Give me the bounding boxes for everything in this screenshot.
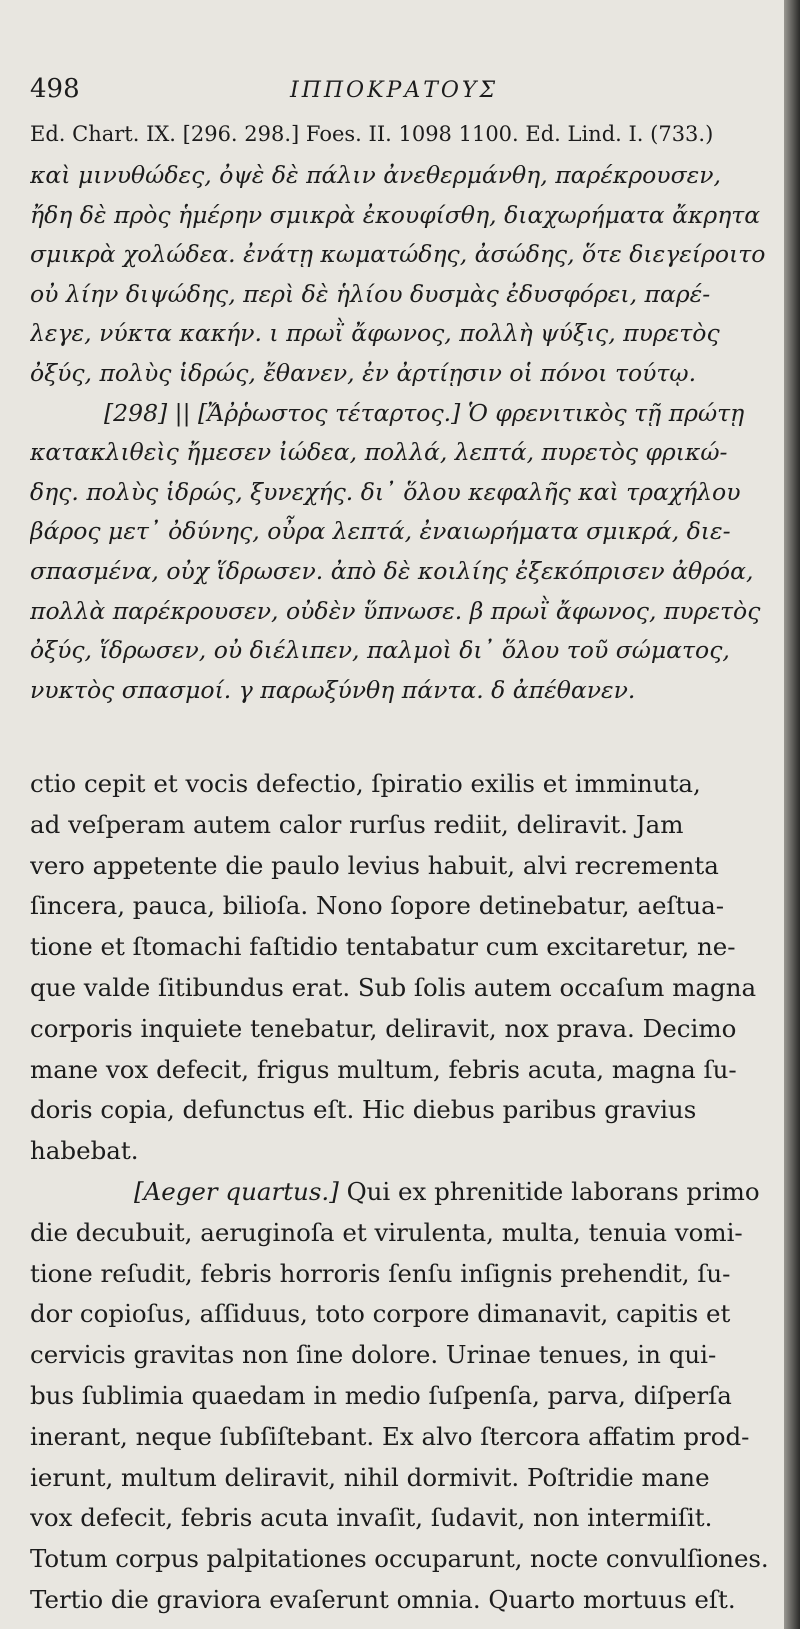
latin-line: inerant, neque ſubſiſtebant. Ex alvo ſtercora affatim prod- bbox=[30, 1421, 750, 1451]
greek-line: καὶ μινυθώδες, ὀψὲ δὲ πάλιν ἀνεθερμάνθη, παρέκρουσεν, bbox=[30, 161, 722, 189]
latin-line: Totum corpus palpitationes occuparunt, nocte convulſiones. bbox=[30, 1544, 769, 1574]
latin-line: habebat. bbox=[30, 1136, 139, 1166]
book-spine-shadow bbox=[784, 0, 800, 1629]
greek-line: σμικρὰ χολώδεα. ἐνάτῃ κωματώδης, ἀσώδης, ὅτε διεγείροιτο bbox=[30, 240, 765, 269]
page-number: 498 bbox=[30, 74, 80, 104]
aeger-quartus-label: [Aeger quartus.] bbox=[134, 1176, 339, 1206]
running-head: ΙΠΠΟΚΡΑΤΟΥΣ bbox=[290, 78, 499, 103]
latin-text-block bbox=[30, 764, 770, 1621]
latin-line: ctio cepit et vocis defectio, ſpiratio exilis et imminuta, bbox=[30, 769, 701, 798]
latin-line: doris copia, defunctus eſt. Hic diebus paribus gravius bbox=[30, 1095, 697, 1125]
latin-line: corporis inquiete tenebatur, deliravit, nox prava. Decimo bbox=[30, 1013, 737, 1043]
latin-line: dor copioſus, aſſiduus, toto corpore dimanavit, capitis et bbox=[30, 1299, 731, 1329]
latin-line: vox defecit, febris acuta invaſit, ſudavit, non intermiſit. bbox=[30, 1503, 713, 1533]
greek-line: κατακλιθεὶς ἤμεσεν ἰώδεα, πολλά, λεπτά, πυρετὸς φρικώ- bbox=[30, 438, 728, 467]
latin-line: ſincera, pauca, bilioſa. Nono ſopore detinebatur, aeſtua- bbox=[30, 891, 725, 921]
greek-line: πολλὰ παρέκρουσεν, οὐδὲν ὕπνωσε. β πρωῒ ἄφωνος, πυρετὸς bbox=[30, 596, 761, 625]
latin-line: tione reſudit, febris horroris ſenſu inſignis prehendit, ſu- bbox=[30, 1258, 731, 1288]
edition-reference-line: Ed. Chart. IX. [296. 298.] Foes. II. 1098 1100. Ed. Lind. I. (733.) bbox=[30, 122, 714, 146]
greek-line: ὀξύς, ἵδρωσεν, οὐ διέλιπεν, παλμοὶ δι᾽ ὅλου τοῦ σώματος, bbox=[30, 636, 730, 665]
latin-line: die decubuit, aeruginoſa et virulenta, multa, tenuia vomi- bbox=[30, 1217, 743, 1247]
greek-line: ἤδη δὲ πρὸς ἡμέρην σμικρὰ ἐκουφίσθη, διαχωρήματα ἄκρητα bbox=[30, 200, 761, 229]
latin-line bbox=[30, 1172, 770, 1213]
latin-line: vero appetente die paulo levius habuit, alvi recrementa bbox=[30, 850, 719, 880]
latin-line: Tertio die graviora evaſerunt omnia. Quarto mortuus eſt. bbox=[30, 1584, 736, 1614]
latin-line: que valde ſitibundus erat. Sub ſolis autem occaſum magna bbox=[30, 972, 757, 1002]
latin-line: ad veſperam autem calor rurſus rediit, deliravit. Jam bbox=[30, 809, 684, 839]
greek-line: νυκτὸς σπασμοί. γ παρωξύνθη πάντα. δ ἀπέθανεν. bbox=[30, 675, 636, 704]
latin-line: mane vox defecit, frigus multum, febris acuta, magna ſu- bbox=[30, 1054, 737, 1084]
greek-line: [298] || [Ἄῤῥωστος τέταρτος.] Ὁ φρενιτικὸς τῇ πρώτῃ bbox=[104, 398, 745, 427]
greek-text-block bbox=[30, 156, 765, 710]
greek-line: σπασμένα, οὐχ ἵδρωσεν. ἀπὸ δὲ κοιλίης ἐξεκόπρισεν ἀθρόα, bbox=[30, 556, 754, 585]
greek-line: βάρος μετ᾽ ὀδύνης, οὖρα λεπτά, ἐναιωρήματα σμικρά, διε- bbox=[30, 517, 731, 546]
greek-line: δης. πολὺς ἱδρώς, ξυνεχής. δι᾽ ὅλου κεφαλῆς καὶ τραχήλου bbox=[30, 477, 741, 506]
latin-line-continuation: Qui ex phrenitide laborans primo bbox=[346, 1176, 760, 1206]
latin-line: cervicis gravitas non ſine dolore. Urinae tenues, in qui- bbox=[30, 1340, 717, 1370]
latin-line: bus ſublimia quaedam in medio ſuſpenſa, parva, diſperſa bbox=[30, 1380, 732, 1410]
greek-line: ὀξύς, πολὺς ἱδρώς, ἔθανεν, ἐν ἀρτίῃσιν οἱ πόνοι τούτῳ. bbox=[30, 358, 697, 387]
greek-line: οὐ λίην διψώδης, περὶ δὲ ἡλίου δυσμὰς ἐδυσφόρει, παρέ- bbox=[30, 279, 711, 308]
page-header bbox=[30, 70, 760, 110]
greek-line: λεγε, νύκτα κακήν. ι πρωῒ ἄφωνος, πολλὴ ψύξις, πυρετὸς bbox=[30, 319, 720, 348]
latin-line: tione et ſtomachi faſtidio tentabatur cum excitaretur, ne- bbox=[30, 932, 736, 962]
latin-line: ierunt, multum deliravit, nihil dormivit. Poſtridie mane bbox=[30, 1462, 710, 1492]
